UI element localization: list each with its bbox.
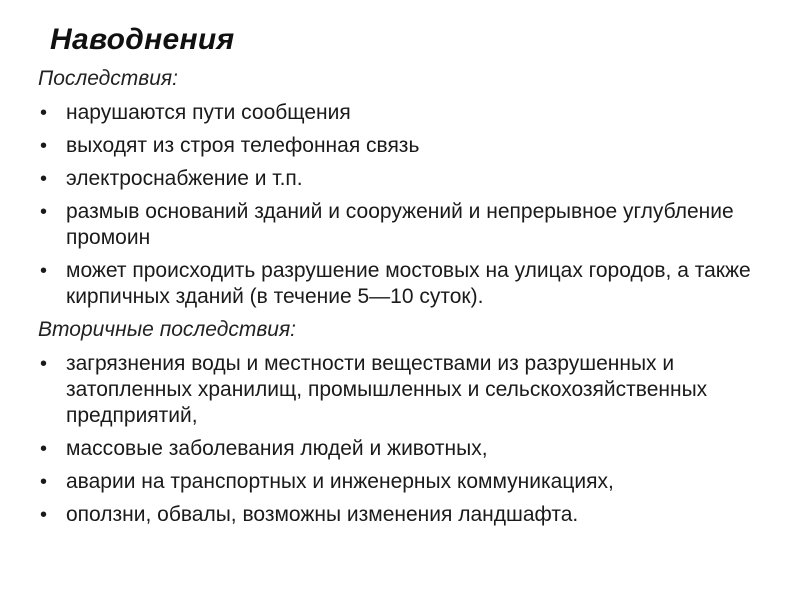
- bullet-icon: •: [40, 438, 48, 460]
- list-item-text: оползни, обвалы, возможны изменения ландшафта.: [66, 503, 579, 526]
- list-item: [38, 166, 778, 192]
- list-item-text: размыв оснований зданий и сооружений и непрерывное углубление промоин: [66, 200, 734, 249]
- list-item-text: нарушаются пути сообщения: [66, 101, 351, 124]
- list-item-text: выходят из строя телефонная связь: [66, 134, 420, 157]
- bullet-icon: •: [40, 504, 48, 526]
- list-item-text: загрязнения воды и местности веществами из разрушенных и затопленных хранилищ, промышленных и сельскохозяйственных предприятий,: [66, 352, 708, 427]
- list-item: [38, 502, 778, 528]
- list-item: [38, 199, 778, 251]
- section-heading-secondary: Вторичные последствия:: [38, 318, 297, 341]
- list-item-text: массовые заболевания людей и животных,: [66, 437, 488, 460]
- list-item: [38, 436, 778, 462]
- bullet-icon: •: [40, 201, 48, 223]
- bullet-icon: •: [40, 353, 48, 375]
- consequences-list: [38, 100, 778, 310]
- bullet-icon: •: [40, 102, 48, 124]
- bullet-icon: •: [40, 135, 48, 157]
- list-item: [38, 100, 778, 126]
- list-item: [38, 133, 778, 159]
- slide-title: Наводнения: [50, 23, 235, 56]
- bullet-icon: •: [40, 260, 48, 282]
- slide-content: [38, 66, 778, 535]
- bullet-icon: •: [40, 471, 48, 493]
- list-item-text: может происходить разрушение мостовых на улицах городов, а также кирпичных зданий (в течение 5—10 суток).: [66, 259, 751, 308]
- list-item: [38, 258, 778, 310]
- list-item: [38, 351, 778, 429]
- secondary-consequences-list: [38, 351, 778, 528]
- list-item: [38, 469, 778, 495]
- section-heading-consequences: Последствия:: [38, 67, 178, 90]
- list-item-text: аварии на транспортных и инженерных коммуникациях,: [66, 470, 614, 493]
- bullet-icon: •: [40, 168, 48, 190]
- list-item-text: электроснабжение и т.п.: [66, 167, 303, 190]
